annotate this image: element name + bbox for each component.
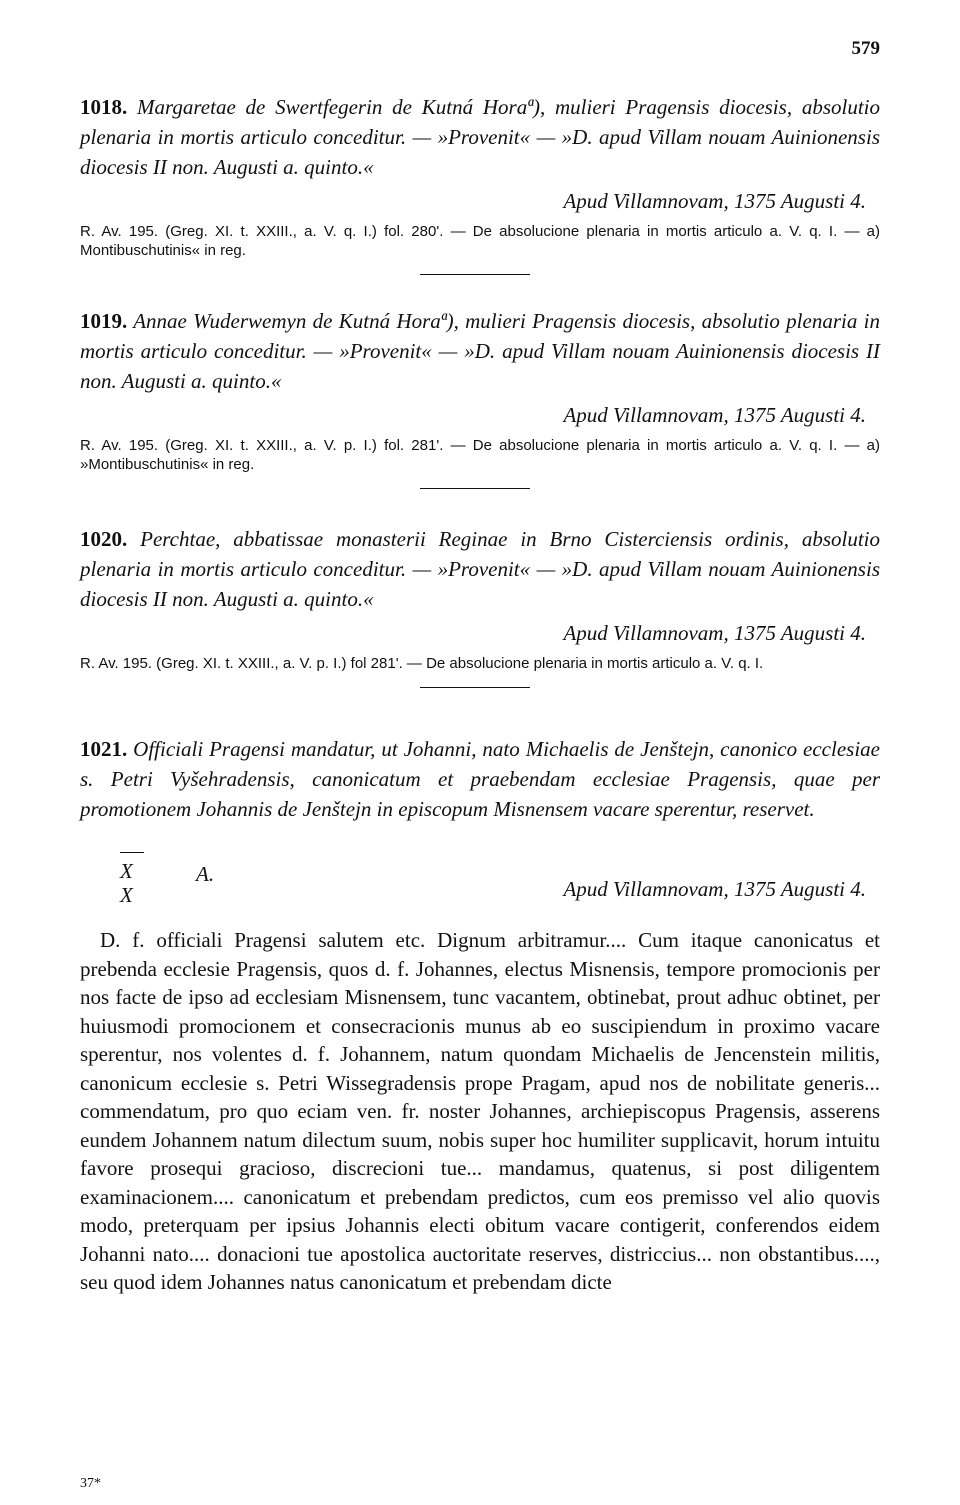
entry-body-text: D. f. officiali Pragensi salutem etc. Dignum arbitramur.... Cum itaque canonicatus et prebenda ecclesie Pragensis, quos d. f. Johannes, electus Misnensis, tempore promocionis per nos facte de ipso ad ecclesiam Misnensem, tunc vacantem, obtinebat, prout adhuc obtinet, per huiusmodi promocionem et consecracionis munus ab eo suscipiendum in proximo vacare sperentur, nos volentes d. f. Johannem, natum quondam Michaelis de Jencenstein militis, canonicum ecclesie s. Petri Wissegradensis prope Pragam, apud nos de nobilitate generis... commendatum, pro quo eciam ven. fr. noster Johannes, archiepiscopus Pragensis, asserens eundem Johannem natum dilectum suum, nobis super hoc humiliter supplicavit, horum intuitu favore prosequi gracioso, discrecioni tue... mandamus, quatenus, si post diligentem examinacionem.... canonicatum et prebendam predictos, cum eos premisso vel alio quovis modo, preterquam per ipsius Johannis electi obitum vacare contigerit, conferendos eidem Johanni nato.... donacioni tue apostolica auctoritate reserves, districcius... non obstantibus...., seu quod idem Johannes natus canonicatum et prebendam dicte — [80, 928, 880, 1294]
separator-rule — [420, 274, 530, 275]
tax-mark-row — [80, 852, 880, 914]
separator-rule — [420, 687, 530, 688]
entry-note: R. Av. 195. (Greg. XI. t. XXIII., a. V. p. I.) fol 281'. — De absolucione plenaria in mortis articulo a. V. q. I. — [80, 655, 764, 672]
entry-heading — [80, 524, 880, 614]
entry-note: R. Av. 195. (Greg. XI. t. XXIII., a. V. q. I.) fol. 280'. — De absolucione plenaria in mortis articulo a. V. q. I. — a) Montibuschutinis« in reg. — [80, 223, 880, 259]
signature-mark: 37* — [80, 1476, 101, 1491]
entry-heading-text: Margaretae de Swertfegerin de Kutná Horaª), mulieri Pragensis diocesis, absolutio plenaria in mortis articulo conceditur. — »Provenit« — »D. apud Villam nouam Auinionensis diocesis II non. Augusti a. quinto.« — [80, 95, 880, 179]
entry-heading-text: Annae Wuderwemyn de Kutná Horaª), mulieri Pragensis diocesis, absolutio plenaria in mortis articulo conceditur. — »Provenit« — »D. apud Villam nouam Auinionensis diocesis II non. Augusti a. quinto.« — [80, 309, 880, 393]
entry-heading — [80, 306, 880, 396]
entry-heading — [80, 92, 880, 182]
tax-letter: A. — [196, 862, 215, 886]
entry-number: 1019. — [80, 309, 128, 333]
page-number: 579 — [851, 38, 880, 59]
entry-1018 — [80, 92, 880, 275]
document-page — [80, 0, 880, 1505]
tax-mark — [120, 852, 144, 907]
entry-date: Apud Villamnovam, 1375 Augusti 4. — [563, 403, 866, 427]
entry-date: Apud Villamnovam, 1375 Augusti 4. — [563, 877, 866, 901]
entry-date: Apud Villamnovam, 1375 Augusti 4. — [563, 621, 866, 645]
tax-mark-top: X — [120, 859, 133, 883]
entry-number: 1018. — [80, 95, 128, 119]
tax-mark-bottom: X — [120, 883, 133, 907]
entry-note: R. Av. 195. (Greg. XI. t. XXIII., a. V. p. I.) fol. 281'. — De absolucione plenaria in mortis articulo a. V. q. I. — a) »Montibuschutinis« in reg. — [80, 437, 880, 473]
entry-body — [80, 926, 880, 1297]
entry-date: Apud Villamnovam, 1375 Augusti 4. — [563, 189, 866, 213]
entry-heading-text: Perchtae, abbatissae monasterii Reginae in Brno Cisterciensis ordinis, absolutio plenaria in mortis articulo conceditur. — »Provenit« — »D. apud Villam nouam Auinionensis diocesis II non. Augusti a. quinto.« — [80, 527, 881, 611]
entry-heading-text: Officiali Pragensi mandatur, ut Johanni, nato Michaelis de Jenštejn, canonico ecclesiae s. Petri Vyšehradensis, canonicatum et praebendam ecclesiae Pragensis, quae per promotionem Johannis de Jenštejn in episcopum Misnensem vacare sperentur, reservet. — [80, 737, 880, 821]
entry-1019 — [80, 306, 880, 489]
tax-overline — [120, 852, 144, 853]
entry-number: 1021. — [80, 737, 128, 761]
entry-heading — [80, 734, 880, 824]
entry-1020 — [80, 524, 880, 688]
entry-number: 1020. — [80, 527, 128, 551]
entry-1021 — [80, 734, 880, 824]
separator-rule — [420, 488, 530, 489]
